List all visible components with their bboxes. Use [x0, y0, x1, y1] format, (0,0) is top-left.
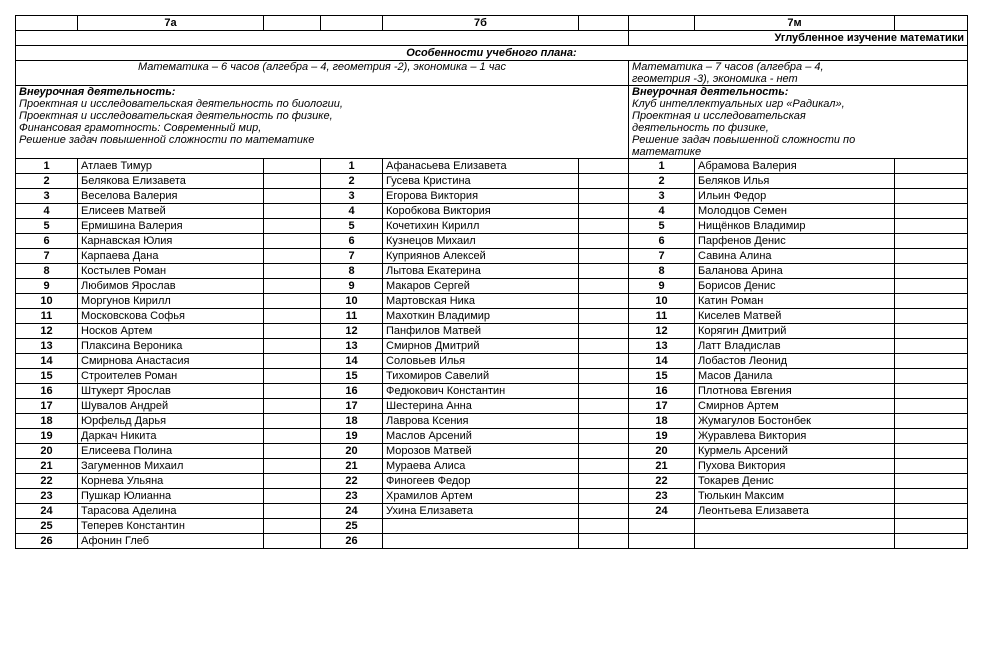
- empty-cell: [264, 384, 321, 399]
- student-name-7a: Елисеева Полина: [78, 444, 264, 459]
- row-number-7a: 8: [16, 264, 78, 279]
- student-name-7a: Белякова Елизавета: [78, 174, 264, 189]
- row-number-7b: 20: [321, 444, 383, 459]
- empty-cell: [895, 384, 968, 399]
- student-name-7m: Смирнов Артем: [695, 399, 895, 414]
- student-row: [16, 339, 968, 354]
- empty-cell: [264, 354, 321, 369]
- group-name-7m: 7м: [695, 16, 895, 31]
- row-number-7m: 11: [629, 309, 695, 324]
- student-name-7b: [383, 534, 579, 549]
- empty-cell: [895, 204, 968, 219]
- row-number-7b: 19: [321, 429, 383, 444]
- row-number-7b: 10: [321, 294, 383, 309]
- row-number-7m: 4: [629, 204, 695, 219]
- student-row: [16, 219, 968, 234]
- extra-right-line: деятельность по физике,: [632, 122, 769, 134]
- student-name-7b: Морозов Матвей: [383, 444, 579, 459]
- student-name-7a: Любимов Ярослав: [78, 279, 264, 294]
- empty-cell: [895, 174, 968, 189]
- student-name-7m: [695, 534, 895, 549]
- student-name-7b: Лаврова Ксения: [383, 414, 579, 429]
- student-row: [16, 444, 968, 459]
- student-name-7m: Беляков Илья: [695, 174, 895, 189]
- plan-right-line: геометрия -3), экономика - нет: [632, 73, 798, 85]
- student-name-7m: Киселев Матвей: [695, 309, 895, 324]
- group-name-7b: 7б: [383, 16, 579, 31]
- empty-cell: [579, 459, 629, 474]
- student-name-7a: Смирнова Анастасия: [78, 354, 264, 369]
- row-number-7a: 13: [16, 339, 78, 354]
- row-number-7a: 15: [16, 369, 78, 384]
- row-number-7m: 12: [629, 324, 695, 339]
- row-number-7m: [629, 519, 695, 534]
- row-number-7m: 20: [629, 444, 695, 459]
- student-row: [16, 399, 968, 414]
- student-name-7m: Лобастов Леонид: [695, 354, 895, 369]
- empty-cell: [895, 279, 968, 294]
- row-number-7m: 5: [629, 219, 695, 234]
- row-number-7b: 15: [321, 369, 383, 384]
- plan-row: [16, 61, 968, 86]
- student-row: [16, 174, 968, 189]
- row-number-7b: 16: [321, 384, 383, 399]
- empty-cell: [264, 204, 321, 219]
- row-number-7b: 6: [321, 234, 383, 249]
- row-number-7m: 22: [629, 474, 695, 489]
- empty-cell: [895, 249, 968, 264]
- extra-left-title: Внеурочная деятельность:: [19, 86, 176, 98]
- empty-cell: [579, 234, 629, 249]
- row-number-7b: 24: [321, 504, 383, 519]
- empty-cell: [895, 354, 968, 369]
- student-name-7b: Маслов Арсений: [383, 429, 579, 444]
- student-row: [16, 489, 968, 504]
- student-name-7a: Атлаев Тимур: [78, 159, 264, 174]
- student-name-7b: Ухина Елизавета: [383, 504, 579, 519]
- row-number-7b: 3: [321, 189, 383, 204]
- student-name-7a: Елисеев Матвей: [78, 204, 264, 219]
- row-number-7b: 9: [321, 279, 383, 294]
- student-name-7a: Веселова Валерия: [78, 189, 264, 204]
- row-number-7m: [629, 534, 695, 549]
- empty-cell: [579, 534, 629, 549]
- extra-right-title: Внеурочная деятельность:: [632, 86, 789, 98]
- row-number-7m: 15: [629, 369, 695, 384]
- empty-cell: [579, 354, 629, 369]
- row-number-7a: 19: [16, 429, 78, 444]
- empty-cell: [579, 384, 629, 399]
- student-row: [16, 429, 968, 444]
- empty-cell: [895, 309, 968, 324]
- empty-cell: [579, 339, 629, 354]
- student-name-7b: Коробкова Виктория: [383, 204, 579, 219]
- row-number-7a: 23: [16, 489, 78, 504]
- row-number-7m: 2: [629, 174, 695, 189]
- empty-cell: [264, 159, 321, 174]
- row-number-7m: 16: [629, 384, 695, 399]
- empty-cell: [895, 369, 968, 384]
- empty-cell: [895, 219, 968, 234]
- row-number-7b: 5: [321, 219, 383, 234]
- student-row: [16, 504, 968, 519]
- row-number-7b: 22: [321, 474, 383, 489]
- empty-cell: [579, 264, 629, 279]
- student-row: [16, 384, 968, 399]
- row-number-7b: 17: [321, 399, 383, 414]
- row-number-7a: 10: [16, 294, 78, 309]
- extra-right: [629, 86, 968, 159]
- student-name-7b: Кочетихин Кирилл: [383, 219, 579, 234]
- empty-cell: [579, 444, 629, 459]
- student-name-7b: Финогеев Федор: [383, 474, 579, 489]
- student-name-7a: Московскова Софья: [78, 309, 264, 324]
- row-number-7a: 22: [16, 474, 78, 489]
- row-number-7b: 13: [321, 339, 383, 354]
- extra-right-line: Проектная и исследовательская: [632, 110, 806, 122]
- row-number-7m: 3: [629, 189, 695, 204]
- empty-cell: [264, 474, 321, 489]
- empty-cell: [264, 429, 321, 444]
- student-name-7m: [695, 519, 895, 534]
- student-name-7m: Леонтьева Елизавета: [695, 504, 895, 519]
- student-name-7b: Макаров Сергей: [383, 279, 579, 294]
- student-row: [16, 264, 968, 279]
- student-name-7m: Савина Алина: [695, 249, 895, 264]
- plan-right: [629, 61, 968, 86]
- row-number-7a: 17: [16, 399, 78, 414]
- empty-cell: [895, 189, 968, 204]
- student-name-7a: Карнавская Юлия: [78, 234, 264, 249]
- student-row: [16, 234, 968, 249]
- student-name-7b: Мураева Алиса: [383, 459, 579, 474]
- student-name-7m: Корягин Дмитрий: [695, 324, 895, 339]
- empty-cell: [579, 414, 629, 429]
- student-name-7b: Соловьев Илья: [383, 354, 579, 369]
- student-name-7b: Кузнецов Михаил: [383, 234, 579, 249]
- student-name-7m: Пухова Виктория: [695, 459, 895, 474]
- empty-cell: [895, 519, 968, 534]
- student-row: [16, 159, 968, 174]
- extra-activities-row: [16, 86, 968, 159]
- student-name-7m: Тюлькин Максим: [695, 489, 895, 504]
- empty-cell: [264, 414, 321, 429]
- student-row: [16, 474, 968, 489]
- row-number-7m: 24: [629, 504, 695, 519]
- row-number-7b: 21: [321, 459, 383, 474]
- student-name-7m: Курмель Арсений: [695, 444, 895, 459]
- empty-cell: [895, 429, 968, 444]
- plan-heading: Особенности учебного плана:: [16, 46, 968, 61]
- student-name-7m: Парфенов Денис: [695, 234, 895, 249]
- row-number-7a: 2: [16, 174, 78, 189]
- student-name-7m: Баланова Арина: [695, 264, 895, 279]
- profile-row: [16, 31, 968, 46]
- empty-cell: [895, 159, 968, 174]
- group-header-row: [16, 16, 968, 31]
- row-number-7m: 23: [629, 489, 695, 504]
- empty-cell: [264, 294, 321, 309]
- student-name-7b: Тихомиров Савелий: [383, 369, 579, 384]
- group-name-7a: 7а: [78, 16, 264, 31]
- row-number-7m: 7: [629, 249, 695, 264]
- student-name-7b: Лытова Екатерина: [383, 264, 579, 279]
- student-name-7b: Шестерина Анна: [383, 399, 579, 414]
- empty-cell: [579, 369, 629, 384]
- row-number-7a: 6: [16, 234, 78, 249]
- student-row: [16, 279, 968, 294]
- row-number-7a: 4: [16, 204, 78, 219]
- empty-cell: [895, 444, 968, 459]
- student-row: [16, 294, 968, 309]
- empty-cell: [264, 324, 321, 339]
- row-number-7a: 26: [16, 534, 78, 549]
- empty-cell: [579, 189, 629, 204]
- empty-cell: [579, 489, 629, 504]
- empty-cell: [579, 204, 629, 219]
- student-name-7b: Махоткин Владимир: [383, 309, 579, 324]
- profile-7m: Углубленное изучение математики: [629, 31, 968, 46]
- student-name-7m: Плотнова Евгения: [695, 384, 895, 399]
- student-name-7b: Панфилов Матвей: [383, 324, 579, 339]
- plan-right-line: Математика – 7 часов (алгебра – 4,: [632, 61, 824, 73]
- row-number-7m: 19: [629, 429, 695, 444]
- student-name-7a: Плаксина Вероника: [78, 339, 264, 354]
- student-name-7m: Токарев Денис: [695, 474, 895, 489]
- empty-cell: [895, 294, 968, 309]
- extra-right-line: Решение задач повышенной сложности по: [632, 134, 856, 146]
- student-name-7a: Шувалов Андрей: [78, 399, 264, 414]
- empty-cell: [264, 234, 321, 249]
- row-number-7b: 12: [321, 324, 383, 339]
- empty-cell: [895, 534, 968, 549]
- row-number-7b: 7: [321, 249, 383, 264]
- row-number-7m: 1: [629, 159, 695, 174]
- student-name-7b: Смирнов Дмитрий: [383, 339, 579, 354]
- row-number-7a: 12: [16, 324, 78, 339]
- class-lists-table: [15, 15, 968, 549]
- student-name-7a: Корнева Ульяна: [78, 474, 264, 489]
- student-name-7a: Штукерт Ярослав: [78, 384, 264, 399]
- empty-cell: [895, 504, 968, 519]
- student-name-7m: Ильин Федор: [695, 189, 895, 204]
- empty-cell: [264, 279, 321, 294]
- row-number-7b: 14: [321, 354, 383, 369]
- empty-cell: [895, 474, 968, 489]
- row-number-7b: 2: [321, 174, 383, 189]
- empty-cell: [579, 159, 629, 174]
- empty-cell: [895, 234, 968, 249]
- student-row: [16, 534, 968, 549]
- student-row: [16, 369, 968, 384]
- row-number-7b: 1: [321, 159, 383, 174]
- empty-cell: [264, 249, 321, 264]
- row-number-7b: 23: [321, 489, 383, 504]
- empty-cell: [895, 489, 968, 504]
- student-name-7a: Тарасова Аделина: [78, 504, 264, 519]
- row-number-7a: 14: [16, 354, 78, 369]
- extra-left-line: Проектная и исследовательская деятельность по биологии,: [19, 98, 343, 110]
- row-number-7b: 26: [321, 534, 383, 549]
- student-row: [16, 324, 968, 339]
- empty-cell: [579, 174, 629, 189]
- empty-cell: [264, 399, 321, 414]
- row-number-7a: 1: [16, 159, 78, 174]
- row-number-7a: 21: [16, 459, 78, 474]
- row-number-7a: 3: [16, 189, 78, 204]
- student-name-7a: Даркач Никита: [78, 429, 264, 444]
- empty-cell: [264, 189, 321, 204]
- row-number-7a: 11: [16, 309, 78, 324]
- student-row: [16, 189, 968, 204]
- row-number-7m: 6: [629, 234, 695, 249]
- extra-left-line: Проектная и исследовательская деятельность по физике,: [19, 110, 333, 122]
- student-name-7b: Куприянов Алексей: [383, 249, 579, 264]
- student-name-7a: Теперев Константин: [78, 519, 264, 534]
- student-name-7a: Строителев Роман: [78, 369, 264, 384]
- empty-cell: [264, 519, 321, 534]
- student-name-7m: Жумагулов Бостонбек: [695, 414, 895, 429]
- student-row: [16, 249, 968, 264]
- empty-cell: [264, 339, 321, 354]
- row-number-7m: 14: [629, 354, 695, 369]
- empty-cell: [579, 474, 629, 489]
- empty-cell: [895, 399, 968, 414]
- student-row: [16, 519, 968, 534]
- row-number-7b: 4: [321, 204, 383, 219]
- student-row: [16, 414, 968, 429]
- row-number-7b: 8: [321, 264, 383, 279]
- empty-cell: [264, 264, 321, 279]
- student-name-7a: Моргунов Кирилл: [78, 294, 264, 309]
- student-name-7b: Мартовская Ника: [383, 294, 579, 309]
- empty-cell: [264, 369, 321, 384]
- row-number-7a: 7: [16, 249, 78, 264]
- student-name-7m: Катин Роман: [695, 294, 895, 309]
- student-row: [16, 354, 968, 369]
- student-name-7a: Пушкар Юлианна: [78, 489, 264, 504]
- row-number-7a: 16: [16, 384, 78, 399]
- student-name-7m: Нищёнков Владимир: [695, 219, 895, 234]
- empty-cell: [264, 534, 321, 549]
- row-number-7a: 25: [16, 519, 78, 534]
- empty-cell: [895, 414, 968, 429]
- plan-heading-row: [16, 46, 968, 61]
- empty-cell: [895, 324, 968, 339]
- row-number-7b: 25: [321, 519, 383, 534]
- student-name-7b: Афанасьева Елизавета: [383, 159, 579, 174]
- student-name-7b: Федюкович Константин: [383, 384, 579, 399]
- empty-cell: [579, 399, 629, 414]
- student-name-7a: Афонин Глеб: [78, 534, 264, 549]
- empty-cell: [264, 309, 321, 324]
- empty-cell: [579, 279, 629, 294]
- extra-left-line: Финансовая грамотность: Современный мир,: [19, 122, 262, 134]
- extra-right-line: Клуб интеллектуальных игр «Радикал»,: [632, 98, 845, 110]
- student-name-7m: Абрамова Валерия: [695, 159, 895, 174]
- student-name-7m: Масов Данила: [695, 369, 895, 384]
- student-name-7b: Гусева Кристина: [383, 174, 579, 189]
- row-number-7b: 18: [321, 414, 383, 429]
- extra-left: [16, 86, 629, 159]
- row-number-7m: 17: [629, 399, 695, 414]
- student-row: [16, 309, 968, 324]
- empty-cell: [579, 504, 629, 519]
- row-number-7b: 11: [321, 309, 383, 324]
- student-row: [16, 459, 968, 474]
- student-name-7b: Егорова Виктория: [383, 189, 579, 204]
- student-name-7b: Храмилов Артем: [383, 489, 579, 504]
- student-name-7a: Юрфельд Дарья: [78, 414, 264, 429]
- student-name-7m: Журавлева Виктория: [695, 429, 895, 444]
- row-number-7a: 24: [16, 504, 78, 519]
- student-name-7a: Ермишина Валерия: [78, 219, 264, 234]
- student-name-7m: Латт Владислав: [695, 339, 895, 354]
- student-name-7m: Борисов Денис: [695, 279, 895, 294]
- student-name-7a: Карпаева Дана: [78, 249, 264, 264]
- extra-left-line: Решение задач повышенной сложности по математике: [19, 134, 315, 146]
- student-row: [16, 204, 968, 219]
- empty-cell: [895, 459, 968, 474]
- empty-cell: [579, 249, 629, 264]
- row-number-7a: 5: [16, 219, 78, 234]
- student-name-7a: Носков Артем: [78, 324, 264, 339]
- student-name-7a: Костылев Роман: [78, 264, 264, 279]
- empty-cell: [264, 489, 321, 504]
- empty-cell: [264, 444, 321, 459]
- empty-cell: [579, 519, 629, 534]
- empty-cell: [579, 309, 629, 324]
- empty-cell: [264, 174, 321, 189]
- row-number-7m: 8: [629, 264, 695, 279]
- empty-cell: [579, 324, 629, 339]
- row-number-7m: 18: [629, 414, 695, 429]
- empty-cell: [264, 459, 321, 474]
- row-number-7m: 21: [629, 459, 695, 474]
- row-number-7a: 18: [16, 414, 78, 429]
- row-number-7a: 9: [16, 279, 78, 294]
- empty-cell: [579, 294, 629, 309]
- extra-right-line: математике: [632, 146, 702, 158]
- student-name-7m: Молодцов Семен: [695, 204, 895, 219]
- row-number-7m: 9: [629, 279, 695, 294]
- row-number-7m: 10: [629, 294, 695, 309]
- empty-cell: [579, 219, 629, 234]
- row-number-7a: 20: [16, 444, 78, 459]
- empty-cell: [895, 264, 968, 279]
- empty-cell: [264, 219, 321, 234]
- plan-left: Математика – 6 часов (алгебра – 4, геометрия -2), экономика – 1 час: [16, 61, 629, 86]
- row-number-7m: 13: [629, 339, 695, 354]
- empty-cell: [579, 429, 629, 444]
- student-name-7a: Загуменнов Михаил: [78, 459, 264, 474]
- student-name-7b: [383, 519, 579, 534]
- empty-cell: [264, 504, 321, 519]
- empty-cell: [895, 339, 968, 354]
